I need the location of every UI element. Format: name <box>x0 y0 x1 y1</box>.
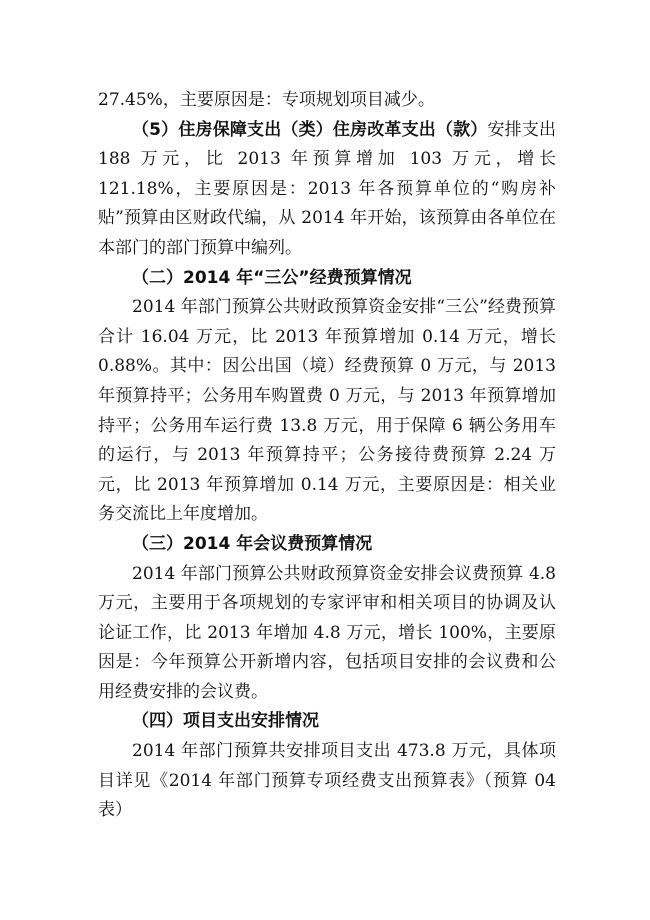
housing-expenditure-label: （5）住房保障支出（类）住房改革支出（款） <box>132 119 488 140</box>
paragraph-three-public: 2014 年部门预算公共财政预算资金安排“三公”经费预算合计 16.04 万元，比 2013 年预算增加 0.14 万元，增长 0.88%。其中：因公出国（境）经费预算 0 万元，与 2013 年预算持平；公务用车购置费 0 万元，与 2013 年预算增加持平；公务用车运行费 13.8 万元，用于保障 6 辆公务用车的运行，与 2013 年预算持平；公务接待费预算 2.24 万元，比 2013 年预算增加 0.14 万元，主要原因是：相关业务交流比上年度增加。 <box>98 297 556 525</box>
paragraph-continuation: 27.45%，主要原因是：专项规划项目减少。 <box>98 90 435 110</box>
document-body <box>98 86 556 826</box>
paragraph-housing-expenditure <box>98 116 556 264</box>
section-heading-meeting-fee: （三）2014 年会议费预算情况 <box>132 533 373 554</box>
section-heading-three-public: （二）2014 年“三公”经费预算情况 <box>132 267 412 288</box>
section-heading-project-expenditure: （四）项目支出安排情况 <box>132 711 319 732</box>
housing-expenditure-text: 安排支出 188 万元，比 2013 年预算增加 103 万元，增长 121.18%，主要原因是：2013 年各预算单位的“购房补贴”预算由区财政代编，从 2014 年开始，该预算由各单位在本部门的部门预算中编列。 <box>98 119 557 258</box>
paragraph-meeting-fee: 2014 年部门预算公共财政预算资金安排会议费预算 4.8 万元，主要用于各项规划的专家评审和相关项目的协调及认论证工作，比 2013 年增加 4.8 万元，增长 100%，主要原因是：今年预算公开新增内容，包括项目安排的会议费和公用经费安排的会议费。 <box>98 563 556 702</box>
paragraph-project-expenditure: 2014 年部门预算共安排项目支出 473.8 万元，具体项目详见《2014 年部门预算专项经费支出预算表》（预算 04 表） <box>98 741 556 821</box>
